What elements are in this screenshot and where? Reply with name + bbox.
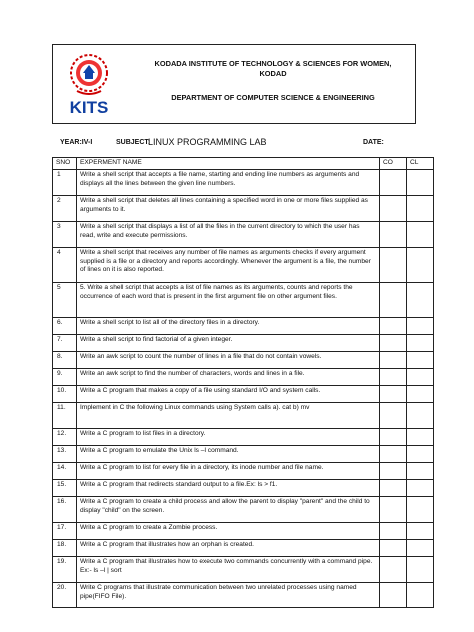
college-logo (61, 51, 117, 117)
co-cell (380, 196, 407, 222)
experiment-name: Write a shell script that displays a list of all the files in the current directory to which the user has read, write and execute permissions. (77, 222, 380, 248)
header-co: CO (380, 158, 407, 170)
experiment-number: 14. (53, 463, 77, 480)
experiment-number: 5 (53, 283, 77, 318)
svg-text:KITS: KITS (69, 98, 109, 117)
cl-cell (407, 283, 434, 318)
experiment-number: 9. (53, 369, 77, 386)
co-cell (380, 480, 407, 497)
experiment-number: 11. (53, 403, 77, 429)
header-cl: CL (407, 158, 434, 170)
experiment-number: 4 (53, 248, 77, 283)
co-cell (380, 523, 407, 540)
year-label: YEAR:IV-I (60, 139, 93, 146)
table-row (53, 403, 434, 429)
experiment-name: Implement in C the following Linux commands using System calls a). cat b) mv (77, 403, 380, 429)
co-cell (380, 352, 407, 369)
experiment-number: 19. (53, 557, 77, 583)
co-cell (380, 248, 407, 283)
cl-cell (407, 480, 434, 497)
experiment-name: Write a C program that makes a copy of a file using standard I/O and system calls. (77, 386, 380, 403)
experiment-name: Write a C program that illustrates how to execute two commands concurrently with a command pipe. Ex:- ls –l | sort (77, 557, 380, 583)
experiment-name: Write a C program to list for every file in a directory, its inode number and file name. (77, 463, 380, 480)
experiment-name: 5. Write a shell script that accepts a list of file names as its arguments, counts and reports the occurrence of each word that is present in the first argument file on other argument files. (77, 283, 380, 318)
cl-cell (407, 170, 434, 196)
experiment-number: 20. (53, 583, 77, 608)
cl-cell (407, 429, 434, 446)
experiment-number: 8. (53, 352, 77, 369)
co-cell (380, 497, 407, 523)
experiment-number: 6. (53, 318, 77, 335)
table-row (53, 480, 434, 497)
experiment-name: Write an awk script to count the number of lines in a file that do not contain vowels. (77, 352, 380, 369)
experiment-name: Write a C program to create a child process and allow the parent to display "parent" and the child to display "child" on the screen. (77, 497, 380, 523)
experiment-name: Write a shell script to find factorial of a given integer. (77, 335, 380, 352)
cl-cell (407, 463, 434, 480)
co-cell (380, 557, 407, 583)
experiment-name: Write a C program to list files in a directory. (77, 429, 380, 446)
experiment-name: Write a C program that redirects standard output to a file.Ex: ls > f1. (77, 480, 380, 497)
table-row (53, 248, 434, 283)
table-row (53, 196, 434, 222)
experiment-name: Write a shell script that receives any number of file names as arguments checks if every argument supplied is a file or a directory and reports accordingly. Whenever the argument is a file, the number of lines on it is also reported. (77, 248, 380, 283)
experiment-number: 18. (53, 540, 77, 557)
cl-cell (407, 540, 434, 557)
cl-cell (407, 557, 434, 583)
subject-label: SUBJECT: (116, 139, 151, 146)
co-cell (380, 369, 407, 386)
table-row (53, 540, 434, 557)
table-row (53, 170, 434, 196)
table-row (53, 386, 434, 403)
experiment-name: Write a C program that illustrates how an orphan is created. (77, 540, 380, 557)
experiment-number: 12. (53, 429, 77, 446)
table-row (53, 283, 434, 318)
experiment-number: 3 (53, 222, 77, 248)
header-box (52, 44, 416, 124)
experiment-number: 10. (53, 386, 77, 403)
cl-cell (407, 369, 434, 386)
co-cell (380, 386, 407, 403)
table-row (53, 523, 434, 540)
header-sno: SNO (53, 158, 77, 170)
cl-cell (407, 583, 434, 608)
experiment-number: 1 (53, 170, 77, 196)
department-name: DEPARTMENT OF COMPUTER SCIENCE & ENGINEERING (171, 93, 375, 102)
cl-cell (407, 386, 434, 403)
co-cell (380, 463, 407, 480)
experiment-number: 13. (53, 446, 77, 463)
experiment-number: 2 (53, 196, 77, 222)
experiment-table (52, 157, 434, 608)
table-row (53, 497, 434, 523)
experiment-number: 17. (53, 523, 77, 540)
cl-cell (407, 222, 434, 248)
table-row (53, 318, 434, 335)
co-cell (380, 318, 407, 335)
experiment-name: Write a C program to create a Zombie process. (77, 523, 380, 540)
table-row (53, 335, 434, 352)
table-row (53, 557, 434, 583)
cl-cell (407, 352, 434, 369)
table-row (53, 369, 434, 386)
co-cell (380, 170, 407, 196)
subject-value: LINUX PROGRAMMING LAB (148, 137, 267, 147)
header-experiment-name: EXPERMENT NAME (77, 158, 380, 170)
experiment-name: Write an awk script to find the number of characters, words and lines in a file. (77, 369, 380, 386)
co-cell (380, 403, 407, 429)
cl-cell (407, 196, 434, 222)
cl-cell (407, 523, 434, 540)
cl-cell (407, 497, 434, 523)
table-row (53, 429, 434, 446)
co-cell (380, 583, 407, 608)
institute-name: KODADA INSTITUTE OF TECHNOLOGY & SCIENCES FOR WOMEN, KODAD (154, 59, 392, 78)
experiment-name: Write a shell script to list all of the directory files in a directory. (77, 318, 380, 335)
co-cell (380, 429, 407, 446)
date-label: DATE: (363, 139, 384, 146)
experiment-number: 16. (53, 497, 77, 523)
experiment-name: Write a C program to emulate the Unix ls –l command. (77, 446, 380, 463)
experiment-number: 7. (53, 335, 77, 352)
cl-cell (407, 335, 434, 352)
table-row (53, 463, 434, 480)
experiment-number: 15. (53, 480, 77, 497)
table-row (53, 446, 434, 463)
table-row (53, 583, 434, 608)
experiment-name: Write a shell script that deletes all lines containing a specified word in one or more files supplied as arguments to it. (77, 196, 380, 222)
cl-cell (407, 248, 434, 283)
cl-cell (407, 446, 434, 463)
experiment-name: Write a shell script that accepts a file name, starting and ending line numbers as arguments and displays all the lines between the given line numbers. (77, 170, 380, 196)
co-cell (380, 540, 407, 557)
table-header-row (53, 158, 434, 170)
experiment-name: Write C programs that illustrate communication between two unrelated processes using named pipe(FIFO File). (77, 583, 380, 608)
co-cell (380, 283, 407, 318)
table-row (53, 352, 434, 369)
cl-cell (407, 318, 434, 335)
co-cell (380, 335, 407, 352)
cl-cell (407, 403, 434, 429)
co-cell (380, 446, 407, 463)
table-row (53, 222, 434, 248)
co-cell (380, 222, 407, 248)
